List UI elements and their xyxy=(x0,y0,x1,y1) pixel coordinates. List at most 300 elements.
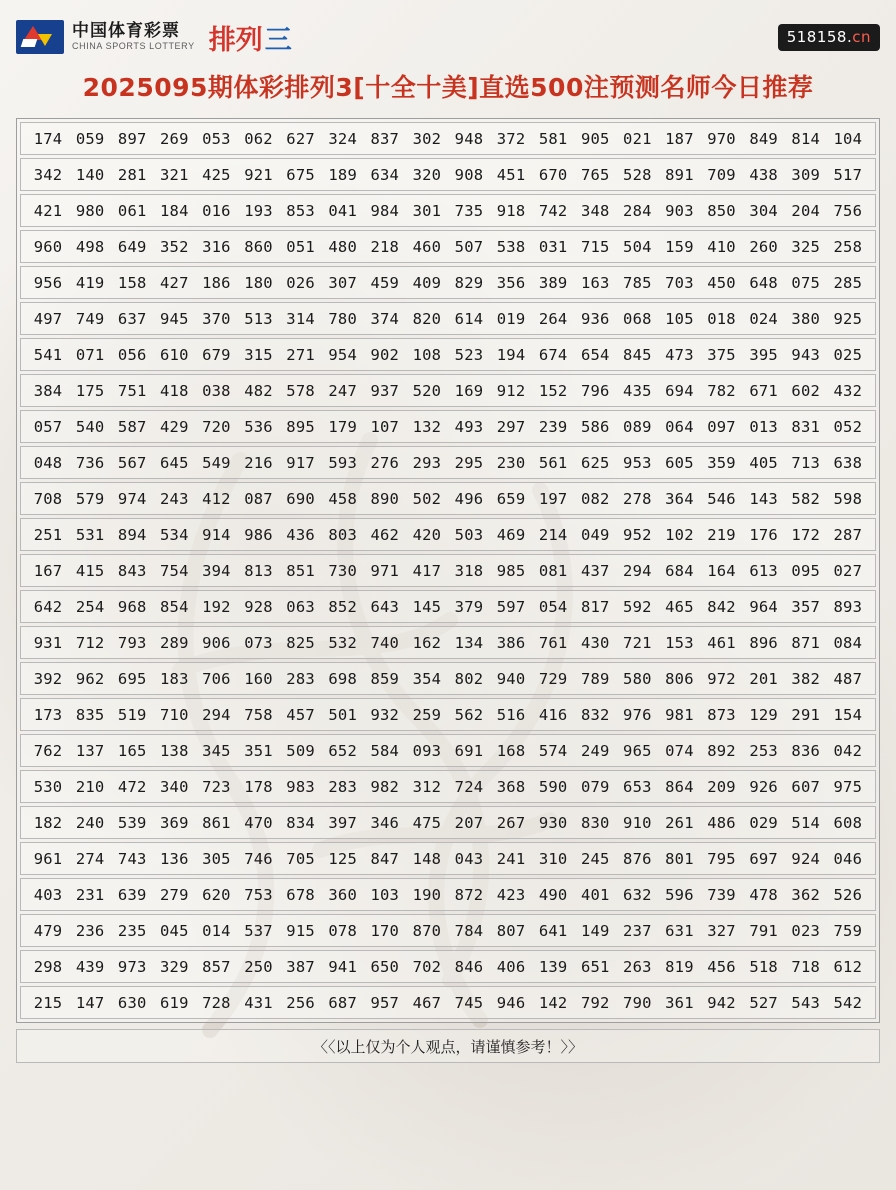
number-cell: 740 xyxy=(370,633,400,652)
number-cell: 895 xyxy=(286,417,315,436)
number-cell: 063 xyxy=(286,597,315,616)
number-cell: 193 xyxy=(244,201,273,220)
number-cell: 046 xyxy=(833,849,863,868)
number-cell: 215 xyxy=(33,993,63,1012)
number-cell: 243 xyxy=(160,489,189,508)
number-cell: 192 xyxy=(202,597,231,616)
number-cell: 670 xyxy=(538,165,568,184)
number-cell: 186 xyxy=(202,273,231,292)
number-cell: 514 xyxy=(791,813,821,832)
number-cell: 342 xyxy=(33,165,63,184)
number-cell: 269 xyxy=(160,129,189,148)
number-cell: 751 xyxy=(117,381,147,400)
number-cell: 457 xyxy=(286,705,315,724)
number-row xyxy=(20,158,876,191)
number-cell: 698 xyxy=(328,669,357,688)
number-cell: 713 xyxy=(791,453,821,472)
number-cell: 147 xyxy=(75,993,105,1012)
site-domain-tld: cn xyxy=(852,27,871,46)
site-domain-badge xyxy=(778,24,880,51)
number-cell: 149 xyxy=(580,921,610,940)
number-cell: 630 xyxy=(117,993,147,1012)
number-row xyxy=(20,266,876,299)
number-cell: 914 xyxy=(202,525,231,544)
number-cell: 854 xyxy=(160,597,189,616)
number-cell: 502 xyxy=(412,489,442,508)
number-cell: 375 xyxy=(707,345,736,364)
number-cell: 538 xyxy=(496,237,526,256)
number-cell: 361 xyxy=(665,993,694,1012)
number-cell: 027 xyxy=(833,561,863,580)
number-cell: 143 xyxy=(749,489,778,508)
number-cell: 302 xyxy=(412,129,442,148)
number-cell: 642 xyxy=(33,597,63,616)
number-cell: 964 xyxy=(749,597,778,616)
site-header xyxy=(16,14,880,60)
number-cell: 354 xyxy=(412,669,442,688)
number-cell: 189 xyxy=(328,165,357,184)
number-row xyxy=(20,482,876,515)
number-cell: 574 xyxy=(538,741,568,760)
number-row xyxy=(20,662,876,695)
number-cell: 351 xyxy=(244,741,273,760)
number-cell: 807 xyxy=(496,921,526,940)
number-cell: 315 xyxy=(244,345,273,364)
number-cell: 490 xyxy=(538,885,568,904)
number-cell: 162 xyxy=(412,633,442,652)
number-cell: 834 xyxy=(286,813,315,832)
number-cell: 837 xyxy=(370,129,400,148)
number-cell: 908 xyxy=(454,165,484,184)
number-cell: 415 xyxy=(75,561,105,580)
number-cell: 165 xyxy=(117,741,147,760)
number-cell: 896 xyxy=(749,633,778,652)
number-cell: 142 xyxy=(538,993,568,1012)
number-cell: 943 xyxy=(791,345,821,364)
number-cell: 504 xyxy=(623,237,652,256)
number-cell: 418 xyxy=(160,381,189,400)
page-title: 2025095期体彩排列3[十全十美]直选500注预测名师今日推荐 xyxy=(82,73,814,102)
number-cell: 089 xyxy=(623,417,652,436)
number-cell: 894 xyxy=(117,525,147,544)
number-cell: 814 xyxy=(791,129,821,148)
number-cell: 602 xyxy=(791,381,821,400)
number-cell: 819 xyxy=(665,957,694,976)
number-cell: 294 xyxy=(202,705,231,724)
number-row xyxy=(20,698,876,731)
number-cell: 169 xyxy=(454,381,484,400)
number-cell: 973 xyxy=(117,957,147,976)
number-cell: 507 xyxy=(454,237,484,256)
number-cell: 026 xyxy=(286,273,315,292)
number-cell: 519 xyxy=(117,705,147,724)
number-cell: 746 xyxy=(244,849,273,868)
number-cell: 419 xyxy=(75,273,105,292)
number-cell: 429 xyxy=(160,417,189,436)
number-cell: 843 xyxy=(117,561,147,580)
number-cell: 527 xyxy=(749,993,778,1012)
number-cell: 253 xyxy=(749,741,778,760)
number-cell: 614 xyxy=(454,309,484,328)
number-cell: 720 xyxy=(202,417,231,436)
number-grid xyxy=(16,118,880,1023)
number-cell: 283 xyxy=(286,669,315,688)
number-row xyxy=(20,410,876,443)
number-cell: 831 xyxy=(791,417,821,436)
number-cell: 051 xyxy=(286,237,315,256)
number-cell: 281 xyxy=(117,165,147,184)
number-cell: 024 xyxy=(749,309,778,328)
number-cell: 540 xyxy=(75,417,105,436)
number-cell: 362 xyxy=(791,885,821,904)
number-cell: 435 xyxy=(623,381,652,400)
number-cell: 639 xyxy=(117,885,147,904)
number-cell: 632 xyxy=(623,885,652,904)
sports-lottery-icon xyxy=(16,20,64,54)
number-cell: 359 xyxy=(707,453,736,472)
number-cell: 412 xyxy=(202,489,231,508)
number-cell: 659 xyxy=(496,489,526,508)
number-cell: 480 xyxy=(328,237,357,256)
number-cell: 307 xyxy=(328,273,357,292)
number-cell: 170 xyxy=(370,921,400,940)
number-cell: 301 xyxy=(412,201,442,220)
number-cell: 125 xyxy=(328,849,357,868)
number-cell: 210 xyxy=(75,777,105,796)
number-cell: 053 xyxy=(202,129,231,148)
number-cell: 283 xyxy=(328,777,357,796)
number-cell: 825 xyxy=(286,633,315,652)
number-cell: 581 xyxy=(538,129,568,148)
number-cell: 231 xyxy=(75,885,105,904)
number-cell: 240 xyxy=(75,813,105,832)
number-cell: 219 xyxy=(707,525,736,544)
number-cell: 201 xyxy=(749,669,778,688)
number-cell: 029 xyxy=(749,813,778,832)
number-cell: 247 xyxy=(328,381,357,400)
number-cell: 723 xyxy=(202,777,231,796)
number-cell: 610 xyxy=(160,345,189,364)
number-cell: 305 xyxy=(202,849,231,868)
number-cell: 327 xyxy=(707,921,736,940)
number-cell: 179 xyxy=(328,417,357,436)
number-cell: 236 xyxy=(75,921,105,940)
number-cell: 168 xyxy=(496,741,526,760)
lottery-logo xyxy=(16,20,195,54)
number-cell: 974 xyxy=(117,489,147,508)
number-cell: 984 xyxy=(370,201,400,220)
number-cell: 523 xyxy=(454,345,484,364)
number-cell: 087 xyxy=(244,489,273,508)
number-cell: 954 xyxy=(328,345,357,364)
number-cell: 803 xyxy=(328,525,357,544)
number-cell: 709 xyxy=(707,165,736,184)
number-cell: 295 xyxy=(454,453,484,472)
number-cell: 607 xyxy=(791,777,821,796)
number-cell: 194 xyxy=(496,345,526,364)
number-cell: 930 xyxy=(538,813,568,832)
number-cell: 386 xyxy=(496,633,526,652)
number-cell: 316 xyxy=(202,237,231,256)
number-cell: 652 xyxy=(328,741,357,760)
number-cell: 387 xyxy=(286,957,315,976)
number-cell: 346 xyxy=(370,813,400,832)
number-cell: 820 xyxy=(412,309,442,328)
number-cell: 758 xyxy=(244,705,273,724)
number-cell: 671 xyxy=(749,381,778,400)
number-cell: 780 xyxy=(328,309,357,328)
number-cell: 942 xyxy=(707,993,736,1012)
number-cell: 102 xyxy=(665,525,694,544)
number-cell: 436 xyxy=(286,525,315,544)
number-cell: 048 xyxy=(33,453,63,472)
number-cell: 619 xyxy=(160,993,189,1012)
number-cell: 937 xyxy=(370,381,400,400)
number-cell: 801 xyxy=(665,849,694,868)
number-cell: 543 xyxy=(791,993,821,1012)
number-cell: 762 xyxy=(33,741,63,760)
number-cell: 357 xyxy=(791,597,821,616)
number-cell: 395 xyxy=(749,345,778,364)
number-cell: 806 xyxy=(665,669,694,688)
number-cell: 743 xyxy=(117,849,147,868)
number-row xyxy=(20,914,876,947)
number-cell: 239 xyxy=(538,417,568,436)
number-cell: 139 xyxy=(538,957,568,976)
number-cell: 360 xyxy=(328,885,357,904)
number-cell: 459 xyxy=(370,273,400,292)
number-cell: 137 xyxy=(75,741,105,760)
number-cell: 586 xyxy=(580,417,610,436)
number-cell: 857 xyxy=(202,957,231,976)
number-cell: 082 xyxy=(580,489,610,508)
number-cell: 138 xyxy=(160,741,189,760)
number-cell: 084 xyxy=(833,633,863,652)
number-cell: 431 xyxy=(244,993,273,1012)
number-cell: 861 xyxy=(202,813,231,832)
number-cell: 251 xyxy=(33,525,63,544)
number-cell: 580 xyxy=(623,669,652,688)
number-cell: 279 xyxy=(160,885,189,904)
number-cell: 965 xyxy=(623,741,652,760)
number-cell: 174 xyxy=(33,129,63,148)
number-cell: 846 xyxy=(454,957,484,976)
number-cell: 038 xyxy=(202,381,231,400)
number-cell: 498 xyxy=(75,237,105,256)
number-cell: 745 xyxy=(454,993,484,1012)
number-cell: 829 xyxy=(454,273,484,292)
number-cell: 059 xyxy=(75,129,105,148)
number-cell: 562 xyxy=(454,705,484,724)
number-cell: 702 xyxy=(412,957,442,976)
number-cell: 324 xyxy=(328,129,357,148)
number-cell: 915 xyxy=(286,921,315,940)
number-cell: 214 xyxy=(538,525,568,544)
number-cell: 294 xyxy=(623,561,652,580)
number-cell: 356 xyxy=(496,273,526,292)
number-cell: 475 xyxy=(412,813,442,832)
number-cell: 952 xyxy=(623,525,652,544)
number-cell: 148 xyxy=(412,849,442,868)
number-cell: 056 xyxy=(117,345,147,364)
number-cell: 064 xyxy=(665,417,694,436)
number-cell: 470 xyxy=(244,813,273,832)
number-row xyxy=(20,878,876,911)
number-cell: 401 xyxy=(580,885,610,904)
number-cell: 516 xyxy=(496,705,526,724)
number-cell: 368 xyxy=(496,777,526,796)
number-cell: 389 xyxy=(538,273,568,292)
number-cell: 539 xyxy=(117,813,147,832)
number-cell: 613 xyxy=(749,561,778,580)
number-cell: 754 xyxy=(160,561,189,580)
number-cell: 961 xyxy=(33,849,63,868)
number-cell: 487 xyxy=(833,669,863,688)
number-row xyxy=(20,518,876,551)
number-cell: 204 xyxy=(791,201,821,220)
number-cell: 679 xyxy=(202,345,231,364)
number-cell: 674 xyxy=(538,345,568,364)
number-cell: 790 xyxy=(623,993,652,1012)
number-cell: 023 xyxy=(791,921,821,940)
number-cell: 528 xyxy=(623,165,652,184)
number-cell: 870 xyxy=(412,921,442,940)
number-cell: 946 xyxy=(496,993,526,1012)
number-cell: 254 xyxy=(75,597,105,616)
number-cell: 364 xyxy=(665,489,694,508)
number-cell: 105 xyxy=(665,309,694,328)
number-cell: 876 xyxy=(623,849,652,868)
number-cell: 631 xyxy=(665,921,694,940)
number-cell: 549 xyxy=(202,453,231,472)
number-cell: 739 xyxy=(707,885,736,904)
number-cell: 451 xyxy=(496,165,526,184)
number-cell: 397 xyxy=(328,813,357,832)
number-cell: 178 xyxy=(244,777,273,796)
number-cell: 180 xyxy=(244,273,273,292)
number-cell: 267 xyxy=(496,813,526,832)
number-row xyxy=(20,626,876,659)
number-cell: 173 xyxy=(33,705,63,724)
number-cell: 905 xyxy=(580,129,610,148)
number-cell: 467 xyxy=(412,993,442,1012)
number-cell: 534 xyxy=(160,525,189,544)
number-cell: 584 xyxy=(370,741,400,760)
number-cell: 321 xyxy=(160,165,189,184)
number-cell: 912 xyxy=(496,381,526,400)
number-cell: 791 xyxy=(749,921,778,940)
number-cell: 164 xyxy=(707,561,736,580)
number-cell: 749 xyxy=(75,309,105,328)
number-cell: 582 xyxy=(791,489,821,508)
number-cell: 134 xyxy=(454,633,484,652)
number-row xyxy=(20,590,876,623)
number-cell: 612 xyxy=(833,957,863,976)
number-cell: 851 xyxy=(286,561,315,580)
number-cell: 710 xyxy=(160,705,189,724)
number-cell: 370 xyxy=(202,309,231,328)
number-cell: 921 xyxy=(244,165,273,184)
number-cell: 850 xyxy=(707,201,736,220)
number-cell: 986 xyxy=(244,525,273,544)
number-row xyxy=(20,302,876,335)
number-cell: 641 xyxy=(538,921,568,940)
logo-title-cn: 中国体育彩票 xyxy=(72,21,180,41)
number-cell: 309 xyxy=(791,165,821,184)
number-row xyxy=(20,374,876,407)
number-cell: 596 xyxy=(665,885,694,904)
number-cell: 650 xyxy=(370,957,400,976)
number-cell: 957 xyxy=(370,993,400,1012)
number-cell: 081 xyxy=(538,561,568,580)
number-cell: 793 xyxy=(117,633,147,652)
number-cell: 932 xyxy=(370,705,400,724)
number-row xyxy=(20,986,876,1019)
number-cell: 653 xyxy=(623,777,652,796)
logo-title-en: CHINA SPORTS LOTTERY xyxy=(72,41,195,52)
number-cell: 479 xyxy=(33,921,63,940)
number-cell: 694 xyxy=(665,381,694,400)
number-cell: 274 xyxy=(75,849,105,868)
number-cell: 392 xyxy=(33,669,63,688)
number-cell: 145 xyxy=(412,597,442,616)
number-cell: 587 xyxy=(117,417,147,436)
number-cell: 542 xyxy=(833,993,863,1012)
number-cell: 045 xyxy=(160,921,189,940)
number-cell: 501 xyxy=(328,705,357,724)
number-cell: 691 xyxy=(454,741,484,760)
number-cell: 891 xyxy=(665,165,694,184)
number-cell: 216 xyxy=(244,453,273,472)
number-cell: 016 xyxy=(202,201,231,220)
number-cell: 903 xyxy=(665,201,694,220)
number-cell: 427 xyxy=(160,273,189,292)
number-cell: 369 xyxy=(160,813,189,832)
number-cell: 025 xyxy=(833,345,863,364)
number-cell: 061 xyxy=(117,201,147,220)
number-cell: 956 xyxy=(33,273,63,292)
number-cell: 836 xyxy=(791,741,821,760)
number-cell: 093 xyxy=(412,741,442,760)
number-cell: 531 xyxy=(75,525,105,544)
number-cell: 968 xyxy=(117,597,147,616)
number-cell: 703 xyxy=(665,273,694,292)
number-row xyxy=(20,554,876,587)
number-cell: 372 xyxy=(496,129,526,148)
number-cell: 503 xyxy=(454,525,484,544)
number-cell: 590 xyxy=(538,777,568,796)
number-cell: 842 xyxy=(707,597,736,616)
number-cell: 813 xyxy=(244,561,273,580)
number-cell: 218 xyxy=(370,237,400,256)
number-cell: 190 xyxy=(412,885,442,904)
number-cell: 230 xyxy=(496,453,526,472)
number-cell: 374 xyxy=(370,309,400,328)
number-cell: 260 xyxy=(749,237,778,256)
number-cell: 687 xyxy=(328,993,357,1012)
number-cell: 925 xyxy=(833,309,863,328)
number-cell: 924 xyxy=(791,849,821,868)
number-cell: 209 xyxy=(707,777,736,796)
number-cell: 605 xyxy=(665,453,694,472)
number-cell: 897 xyxy=(117,129,147,148)
number-cell: 638 xyxy=(833,453,863,472)
number-cell: 256 xyxy=(286,993,315,1012)
number-row xyxy=(20,806,876,839)
number-cell: 792 xyxy=(580,993,610,1012)
number-cell: 902 xyxy=(370,345,400,364)
number-cell: 625 xyxy=(580,453,610,472)
